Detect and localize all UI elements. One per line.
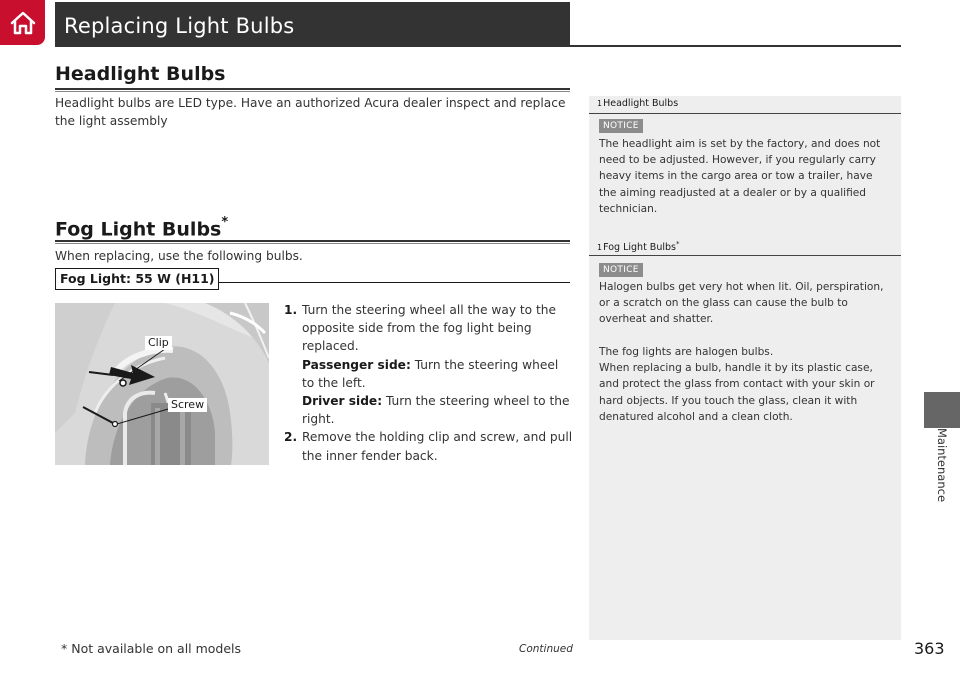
page-number: 363 <box>914 639 945 658</box>
home-button[interactable] <box>0 0 45 45</box>
fog-intro: When replacing, use the following bulbs. <box>55 249 303 263</box>
title-divider <box>55 45 901 47</box>
note-text: Halogen bulbs get very hot when lit. Oil, perspiration, or a scratch on the glass can cause the bulb to overheat and shatter. <box>599 281 884 326</box>
fender-illustration <box>55 303 269 465</box>
fender-figure <box>55 303 269 465</box>
sub-text: Turn the steering wheel to the right. <box>302 394 570 427</box>
notes-panel <box>589 96 901 640</box>
note-heading <box>597 98 678 109</box>
section-tab[interactable] <box>924 392 960 428</box>
sub-label: Passenger side: <box>302 357 411 372</box>
step-sub-passenger <box>302 356 574 392</box>
note-text: The fog lights are halogen bulbs. When replacing a bulb, handle it by its plastic case, and protect the glass from contact with your skin or hard objects. If you touch the glass, clean it with denatured alcohol and a clean cloth. <box>599 346 875 423</box>
notice-badge: NOTICE <box>599 263 643 277</box>
note-text: The headlight aim is set by the factory, and does not need to be adjusted. However, if you regularly carry heavy items in the cargo area or tow a trailer, have the aiming readjusted at a dealer or by a qualified technician. <box>599 138 881 215</box>
headlight-heading-rule-thin <box>55 91 570 92</box>
sub-text: Turn the steering wheel to the left. <box>302 357 559 390</box>
bulb-spec-rule <box>219 282 570 283</box>
page-title: Replacing Light Bulbs <box>64 14 295 38</box>
note-title: Fog Light Bulbs <box>603 242 676 254</box>
step-text: Remove the holding clip and screw, and pull the inner fender back. <box>302 430 573 463</box>
step-number: 2. <box>284 430 298 445</box>
footnote: * Not available on all models <box>61 641 242 656</box>
fog-heading-rule <box>55 240 570 242</box>
step-1 <box>284 301 574 428</box>
reference-mark: 1 <box>597 99 603 108</box>
notice-badge: NOTICE <box>599 119 643 133</box>
step-number: 1. <box>284 303 298 317</box>
continued-label: Continued <box>519 643 573 655</box>
step-2 <box>284 428 574 464</box>
note-heading <box>597 240 679 253</box>
fog-heading-rule-thin <box>55 243 570 244</box>
fog-heading-text: Fog Light Bulbs <box>55 218 222 241</box>
note-title-mark: * <box>675 240 680 248</box>
note-rule <box>589 255 901 256</box>
section-label: Maintenance <box>935 427 949 503</box>
step-sub-driver <box>302 392 574 428</box>
step-text: Turn the steering wheel all the way to the opposite side from the fog light being replaced. <box>302 303 557 354</box>
note-rule <box>589 113 901 114</box>
screw-callout: Screw <box>168 398 207 412</box>
bulb-spec-box: Fog Light: 55 W (H11) <box>55 268 219 290</box>
headlight-body: Headlight bulbs are LED type. Have an authorized Acura dealer inspect and replace the light assembly <box>55 96 566 128</box>
headlight-heading: Headlight Bulbs <box>55 63 226 85</box>
fog-heading <box>55 217 228 240</box>
page-title-bar <box>55 2 570 45</box>
sub-label: Driver side: <box>302 394 383 409</box>
reference-mark: 1 <box>597 243 603 253</box>
procedure-steps <box>284 301 574 465</box>
headlight-heading-rule <box>55 88 570 90</box>
house-icon <box>9 10 37 36</box>
clip-callout: Clip <box>145 336 172 350</box>
note-title: Headlight Bulbs <box>603 98 679 109</box>
fog-heading-mark: * <box>221 215 229 230</box>
